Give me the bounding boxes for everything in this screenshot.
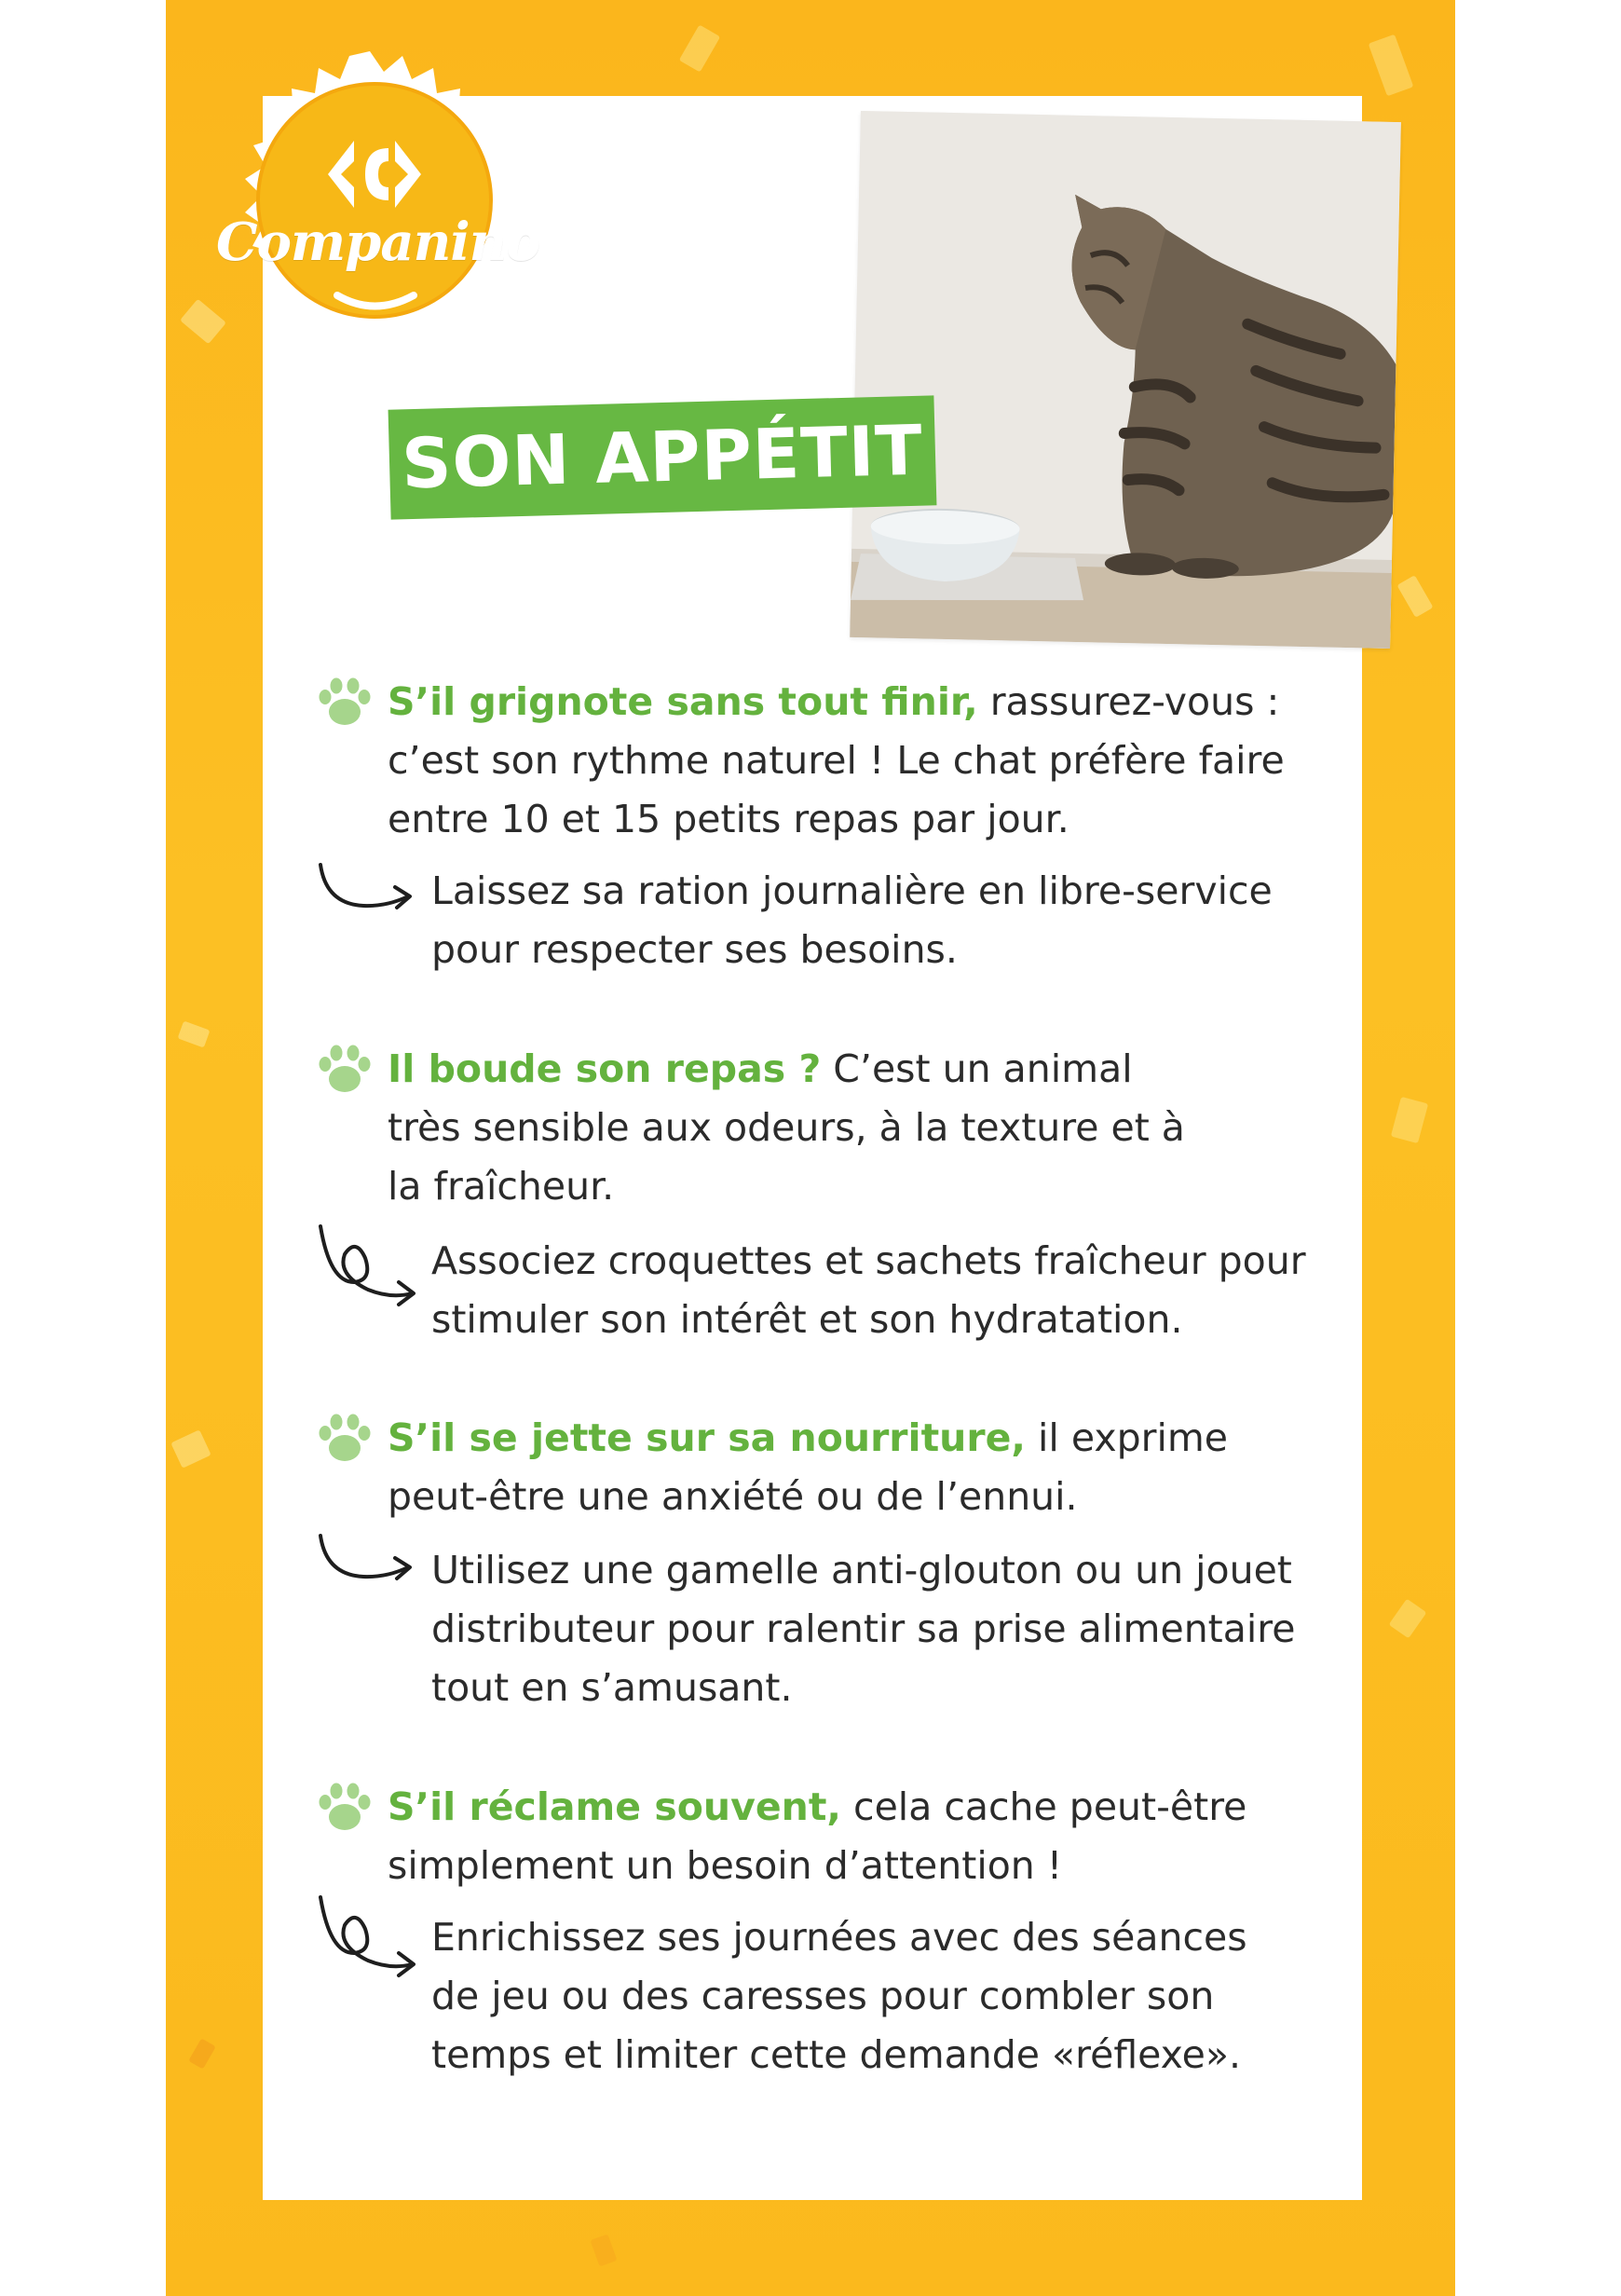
tip-highlight: S’il se jette sur sa nourriture, bbox=[388, 1415, 1026, 1460]
tip-body: il exprime peut-être une anxiété ou de l’ennui. bbox=[388, 1415, 1229, 1519]
tip-advice: Enrichissez ses journées avec des séances de jeu ou des caresses pour combler son temps et limiter cette demande «réflexe». bbox=[431, 1915, 1247, 2077]
tip-advice: Utilisez une gamelle anti-glouton ou un jouet distributeur pour ralentir sa prise alimentaire tout en s’amusant. bbox=[431, 1548, 1296, 1710]
tip-statement bbox=[388, 673, 1366, 849]
tip-highlight: S’il grignote sans tout finir, bbox=[388, 679, 978, 724]
tip-highlight: Il boude son repas ? bbox=[388, 1046, 822, 1091]
tip-body: rassurez-vous : c’est son rythme naturel ! Le chat préfère faire entre 10 et 15 petits repas par jour. bbox=[388, 679, 1285, 841]
confetti bbox=[170, 1429, 211, 1469]
confetti bbox=[1369, 34, 1414, 97]
cat-with-bowl-photo bbox=[850, 111, 1401, 649]
arrow-icon bbox=[317, 1530, 419, 1605]
arrow-icon bbox=[317, 859, 419, 934]
loop-arrow-icon bbox=[317, 1217, 424, 1319]
tip-advice: Associez croquettes et sachets fraîcheur pour stimuler son intérêt et son hydratation. bbox=[431, 1238, 1306, 1342]
tip-body: cela cache peut-être simplement un besoin d’attention ! bbox=[388, 1784, 1247, 1888]
tip-statement bbox=[388, 1040, 1189, 1216]
brand-name: Companino bbox=[216, 212, 540, 273]
paw-icon bbox=[317, 676, 373, 729]
tip-statement bbox=[388, 1409, 1282, 1526]
tip-statement bbox=[388, 1778, 1366, 1895]
loop-arrow-icon bbox=[317, 1888, 424, 1990]
tip-body: C’est un animal très sensible aux odeurs, à la texture et à la fraîcheur. bbox=[388, 1046, 1185, 1209]
tip-advice: Laissez sa ration journalière en libre-service pour respecter ses besoins. bbox=[431, 868, 1273, 972]
paw-icon bbox=[317, 1782, 373, 1834]
page-title: SON APPÉTIT bbox=[401, 410, 924, 505]
confetti bbox=[1391, 1097, 1428, 1143]
confetti bbox=[177, 1020, 210, 1047]
confetti bbox=[679, 24, 721, 72]
paw-icon bbox=[317, 1413, 373, 1465]
confetti bbox=[188, 2038, 216, 2069]
companino-logo bbox=[216, 51, 540, 359]
confetti bbox=[1389, 1599, 1427, 1639]
title-banner bbox=[388, 395, 937, 519]
tip-highlight: S’il réclame souvent, bbox=[388, 1784, 841, 1829]
paw-icon bbox=[317, 1044, 373, 1096]
confetti bbox=[1396, 575, 1433, 618]
confetti bbox=[590, 2234, 617, 2266]
